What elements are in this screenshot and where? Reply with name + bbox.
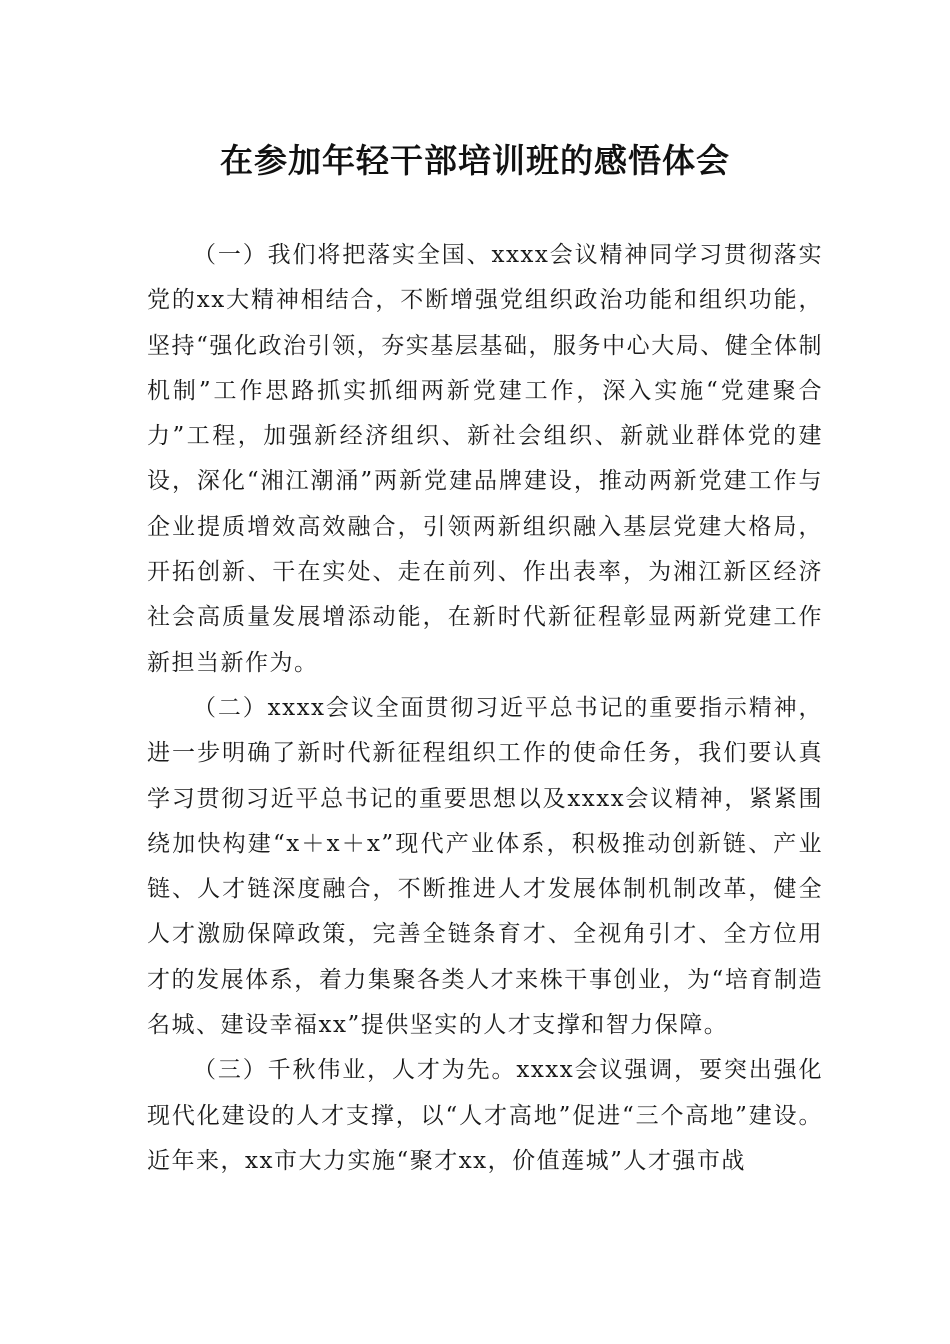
- paragraph-3: （三）千秋伟业，人才为先。xxxx会议强调，要突出强化现代化建设的人才支撑，以“人才高地”促进“三个高地”建设。近年来，xx市大力实施“聚才xx，价值莲城”人才强市战: [147, 1057, 823, 1174]
- document-title: 在参加年轻干部培训班的感悟体会: [220, 141, 730, 180]
- paragraph-2: （二）xxxx会议全面贯彻习近平总书记的重要指示精神，进一步明确了新时代新征程组织工作的使命任务，我们要认真学习贯彻习近平总书记的重要思想以及xxxx会议精神，紧紧围绕加快构建“x＋x＋x”现代产业体系，积极推动创新链、产业链、人才链深度融合，不断推进人才发展体制机制改革，健全人才激励保障政策，完善全链条育才、全视角引才、全方位用才的发展体系，着力集聚各类人才来株干事创业，为“培育制造名城、建设幸福xx”提供坚实的人才支撑和智力保障。: [147, 694, 823, 1039]
- document-body: [147, 233, 823, 1184]
- paragraph-1: （一）我们将把落实全国、xxxx会议精神同学习贯彻落实党的xx大精神相结合，不断增强党组织政治功能和组织功能，坚持“强化政治引领，夯实基层基础，服务中心大局、健全体制机制”工作思路抓实抓细两新党建工作，深入实施“党建聚合力”工程，加强新经济组织、新社会组织、新就业群体党的建设，深化“湘江潮涌”两新党建品牌建设，推动两新党建工作与企业提质增效高效融合，引领两新组织融入基层党建大格局，开拓创新、干在实处、走在前列、作出表率，为湘江新区经济社会高质量发展增添动能，在新时代新征程彰显两新党建工作新担当新作为。: [147, 242, 823, 676]
